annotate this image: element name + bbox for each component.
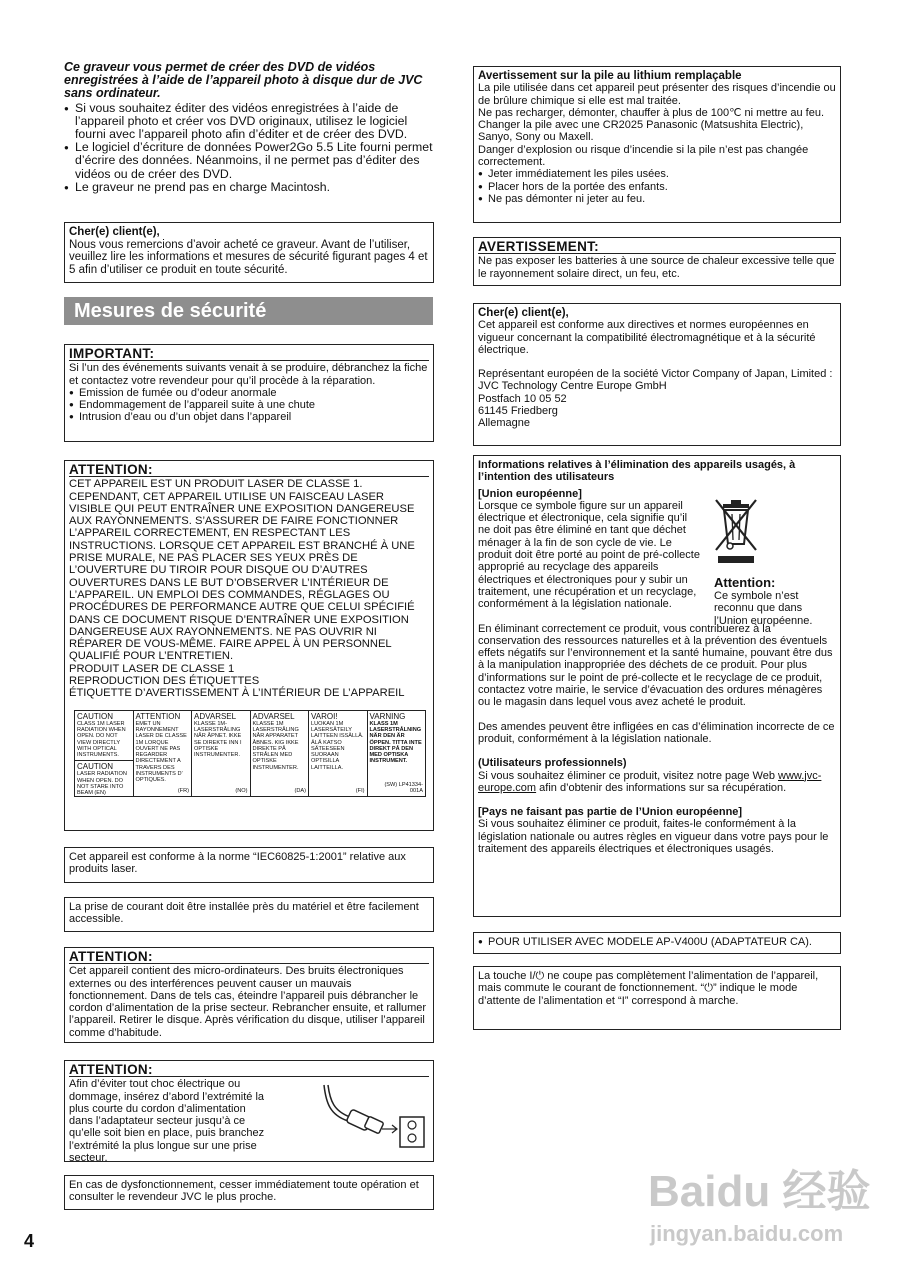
important-box	[64, 344, 434, 442]
battery-warning-box	[473, 66, 841, 223]
important-title: IMPORTANT:	[69, 348, 429, 361]
label-column-heading: CAUTION	[77, 711, 113, 721]
address-line: Allemagne	[478, 417, 530, 430]
eu-attention-title: Attention:	[714, 575, 776, 590]
label-column-heading: VARNING	[369, 711, 406, 721]
power-standby-symbol: I/⏻	[529, 970, 545, 982]
list-item: ● Le logiciel d’écriture de données Power2Go 5.5 Lite fourni permet d’écrire des données. Néanmoins, il ne permet pas d’éditer des vidéos ou de créer des DVD.	[64, 141, 434, 181]
label-column-text: LUOKAN 1M LASERSÄTEILY LAITTEEN ISSÄLLÄ. ÄLÄ KATSO SÄTEESEEN SUORAAN OPTISILLA LAITTEILLA.	[311, 720, 364, 771]
label-language-code: (FR)	[177, 788, 189, 795]
list-item: ● Si vous souhaitez éditer des vidéos enregistrées à l’aide de l’appareil photo et créer vos DVD originaux, utilisez le logiciel fourni avec l’appareil photo afin d’éditer et de créer des DVD.	[64, 102, 434, 142]
non-eu-heading: [Pays ne faisant pas partie de l’Union européenne]	[478, 806, 743, 819]
disposal-title: Informations relatives à l’élimination des appareils usagés, à l’intention des utilisateurs	[478, 459, 796, 484]
label-language-code: (DA)	[294, 788, 306, 795]
label-column-heading: VAROI!	[311, 711, 338, 721]
attention-laser-box	[64, 460, 434, 831]
battery-text: Changer la pile avec une CR2025 Panasonic (Matsushita Electric), Sanyo, Sony ou Maxell.	[478, 119, 804, 144]
list-item: ● Ne pas démonter ni jeter au feu.	[478, 193, 836, 205]
page-number: 4	[24, 1231, 35, 1251]
label-column	[309, 711, 368, 796]
label-column-heading: ATTENTION	[135, 711, 181, 721]
label-column-text: LASER RADIATION WHEN OPEN. DO NOT STARE INTO BEAM (EN)	[77, 771, 127, 797]
power-on-symbol: I	[621, 994, 625, 1007]
standby-text-part: ” indique le mode d’attente de l’alimentation et “	[478, 982, 798, 1007]
label-column	[192, 711, 251, 796]
adapter-bullet	[478, 936, 836, 948]
attention-micro-text: Cet appareil contient des micro-ordinateurs. Des bruits électroniques externes ou des interférences peuvent causer un mauvais fonctionnement. Dans de tels cas, éteindre l’appareil puis débrancher le cordon d’alimentation de la prise secteur. Rebrancher ensuite, et rallumer l’appareil. Retirer le disque. Après vérification du disque, utiliser l’appareil comme d’habitude.	[69, 965, 427, 1039]
disposal-paragraph: En éliminant correctement ce produit, vous contribuerez à la conservation des ressources naturelles et à la prévention des éventuels effets négatifs sur l’environnement et la santé humaine, pouvant être dus à la manipulation inappropriée des déchets de ce produit. Pour plus d’informations sur le point de pré-collecte et le recyclage de ce produit, contactez votre mairie, le service d’évacuation des ordures ménagères ou le magasin dans lequel vous avez acheté le produit.	[478, 622, 833, 709]
label-language-code: (SW) LP41334-001A	[384, 782, 423, 795]
warning-label-line: ÉTIQUETTE D’AVERTISSEMENT À L’INTÉRIEUR DE L’APPAREIL	[69, 687, 405, 700]
battery-text: Danger d’explosion ou risque d’incendie si la pile n’est pas changée correctement.	[478, 143, 809, 169]
pro-users-heading: (Utilisateurs professionnels)	[478, 757, 627, 770]
client-thanks-text: Nous vous remercions d’avoir acheté ce graveur. Avant de l’utiliser, veuillez lire les informations et mesures de sécurité figurant pages 4 et 5 afin d’utiliser ce produit en toute sécurité.	[69, 238, 428, 276]
label-column	[251, 711, 310, 796]
intro-section	[64, 61, 434, 194]
attention-laser-title: ATTENTION:	[69, 464, 429, 477]
client-eu-text: Cet appareil est conforme aux directives et normes européennes en vigueur concernant la compatibilité électromagnétique et à la sécurité électrique.	[478, 319, 816, 356]
attention-shock-text: Afin d’éviter tout choc électrique ou dommage, insérez d’abord l’extrémité la plus courte du cordon d’alimentation dans l’adaptateur secteur jusqu’à ce qu’elle soit bien en place, puis branchez l’extrémité la plus longue sur une prise secteur.	[69, 1078, 265, 1165]
battery-warning-title: Avertissement sur la pile au lithium remplaçable	[478, 70, 742, 82]
avertissement-text: Ne pas exposer les batteries à une source de chaleur excessive telle que le rayonnement solaire direct, un feu, etc.	[478, 255, 835, 280]
eu-text: Lorsque ce symbole figure sur un appareil électrique et électronique, cela signifie qu’il ne doit pas être éliminé en tant que déchet ménager à la fin de son cycle de vie. Le produit doit être porté au point de pré-collecte approprié au recyclage des appareils électriques et électroniques pour y subir un traitement, une récupération et un recyclage, conformément à la législation nationale.	[478, 499, 700, 611]
list-item: ● Placer hors de la portée des enfants.	[478, 181, 836, 193]
label-column-heading: CAUTION	[77, 762, 113, 772]
standby-text	[478, 970, 836, 1007]
attention-shock-title: ATTENTION:	[69, 1064, 429, 1077]
list-item: ● Intrusion d’eau ou d’un objet dans l’appareil	[69, 411, 429, 423]
avertissement-box	[473, 237, 841, 286]
avertissement-title: AVERTISSEMENT:	[478, 241, 836, 254]
watermark-url: jingyan.baidu.com	[650, 1221, 844, 1246]
jvc-europe-link[interactable]: www.jvc-europe.com	[478, 769, 822, 794]
battery-text: La pile utilisée dans cet appareil peut présenter des risques d’incendie ou de brûlure chimique si elle est mal traitée.	[478, 82, 836, 107]
pro-users-text-start: Si vous souhaitez éliminer ce produit, visitez notre page Web	[478, 769, 775, 782]
label-column-text: EMET UN RAYONNEMENT LASER DE CLASSE 1M LORQUE OUVERT NE PAS REGARDER DIRECTEMENT A TRAVERS DES INSTRUMENTS D’ OPTIQUES.	[135, 720, 187, 784]
client-eu-title: Cher(e) client(e),	[478, 307, 569, 319]
label-column-text: KLASS 1M LASERSTRÅLNING NÄR DEN ÄR ÖPPEN. TITTA INTE DIREKT PÅ DEN MED OPTISKA INSTRUMENT.	[369, 720, 422, 765]
label-column-text: CLASS 1M LASER RADIATION WHEN OPEN. DO NOT VIEW DIRECTLY WITH OPTICAL INSTRUMENTS.	[77, 720, 126, 759]
representative-text: Représentant européen de la société Victor Company of Japan, Limited :	[478, 368, 833, 381]
attention-laser-text: CET APPAREIL EST UN PRODUIT LASER DE CLASSE 1. CEPENDANT, CET APPAREIL UTILISE UN FAISCEAU LASER VISIBLE QUI PEUT ENTRAÎNER UNE EXPOSITION DANGEREUSE AUX RAYONNEMENTS. S’ASSURER DE FAIRE FONCTIONNER L’APPAREIL CORRECTEMENT, EN RESPECTANT LES INSTRUCTIONS. LORSQUE CET APPAREIL EST BRANCHÉ À UNE PRISE MURALE, NE PAS PLACER SES YEUX PRÈS DE L’OUVERTURE DU TIROIR POUR DISQUE OU D’AUTRES OUVERTURES DANS LE BUT D’OBSERVER L’INTÉRIEUR DE L’APPAREIL. UN EMPLOI DES COMMANDES, RÉGLAGES OU PROCÉDURES DE PERFORMANCE AUTRE QUE CELUI SPÉCIFIÉ DANS CE DOCUMENT RISQUE D’ENTRAÎNER UNE EXPOSITION DANGEREUSE AUX RAYONNEMENTS. NE PAS OUVRIR NI RÉPARER DE VOUS-MÊME. FAIRE APPEL À UN PERSONNEL QUALIFIÉ POUR L’ENTRETIEN.	[69, 478, 415, 663]
battery-bullets	[478, 168, 836, 205]
client-thanks-box	[64, 222, 434, 283]
label-language-code: (NO)	[235, 788, 248, 795]
crossed-bin-icon	[712, 494, 760, 564]
label-column-heading: ADVARSEL	[252, 711, 295, 721]
list-item: ● Emission de fumée ou d’odeur anormale	[69, 387, 429, 399]
client-eu-box	[473, 303, 841, 446]
non-eu-text: Si vous souhaitez éliminer ce produit, faites-le conformément à la législation nationale ou autres règles en vigueur dans votre pays pour le traitement des appareils électriques et électroniques usagés.	[478, 818, 829, 856]
address-line: JVC Technology Centre Europe GmbH	[478, 380, 667, 393]
intro-bullets	[64, 102, 434, 194]
label-column	[75, 711, 134, 796]
socket-box: La prise de courant doit être installée près du matériel et être facilement accessible.	[64, 897, 434, 932]
list-item: ● Jeter immédiatement les piles usées.	[478, 168, 836, 180]
list-item: ● POUR UTILISER AVEC MODELE AP-V400U (ADAPTATEUR CA).	[478, 936, 836, 948]
battery-text: Ne pas recharger, démonter, chauffer à plus de 100℃ ni mettre au feu.	[478, 106, 825, 119]
intro-heading: Ce graveur vous permet de créer des DVD de vidéos enregistrées à l’aide de l’appareil photo à disque dur de JVC sans ordinateur.	[64, 60, 423, 101]
label-language-code: (FI)	[355, 788, 365, 795]
label-column-heading: ADVARSEL	[194, 711, 237, 721]
important-bullets	[69, 387, 429, 424]
standby-box	[473, 966, 841, 1030]
pro-users-text	[478, 770, 836, 795]
label-column	[134, 711, 193, 796]
client-thanks-title: Cher(e) client(e),	[69, 226, 160, 238]
section-title: Mesures de sécurité	[64, 297, 433, 325]
standby-symbol: ⏻	[704, 982, 713, 995]
standby-text-part: La touche	[478, 970, 527, 982]
norm-box: Cet appareil est conforme à la norme “IEC60825-1:2001” relative aux produits laser.	[64, 847, 434, 883]
label-column	[368, 711, 426, 796]
standby-text-part: ” correspond à marche.	[624, 994, 739, 1007]
label-subsection	[75, 760, 133, 796]
warning-label-reproduction	[74, 710, 426, 797]
power-cord-illustration	[320, 1083, 430, 1153]
watermark-brand: Baidu 经验	[648, 1167, 871, 1216]
eu-heading: [Union européenne]	[478, 487, 582, 500]
eu-attention-note	[714, 576, 832, 627]
disposal-box	[473, 455, 841, 917]
label-column-text: KLASSE 1M LASERSTRÅLING NÅR APPARATET ÅBNES. KIG IKKE DIREKTE PÅ STRÅLEN MED OPTISKE INSTRUMENTER.	[252, 720, 299, 771]
standby-text-part: ne coupe pas complètement l’alimentation de l’appareil, mais commute le courant de fonctionnement. “	[478, 970, 819, 995]
malfunction-box: En cas de dysfonctionnement, cesser immédiatement toute opération et consulter le revendeur JVC le plus proche.	[64, 1175, 434, 1210]
disposal-paragraph: Des amendes peuvent être infligées en cas d’élimination incorrecte de ce produit, conformément à la législation nationale.	[478, 720, 835, 745]
laser-class-line: PRODUIT LASER DE CLASSE 1	[69, 662, 235, 675]
address-line: Postfach 10 05 52	[478, 392, 567, 405]
important-text: Si l’un des événements suivants venait à se produire, débranchez la fiche et contactez votre revendeur pour qu’il procède à la réparation.	[69, 362, 428, 387]
eu-attention-text: Ce symbole n’est reconnu que dans l’Union européenne.	[714, 590, 813, 627]
label-column-text: KLASSE 1M-LASERSTRÅLING NÅR ÅPNET. IKKE SE DIREKTE INN I OPTISKE INSTRUMENTER.	[194, 720, 242, 759]
list-item: ● Endommagement de l’appareil suite à une chute	[69, 399, 429, 411]
address-line: 61145 Friedberg	[478, 405, 558, 418]
list-item: ● Le graveur ne prend pas en charge Macintosh.	[64, 181, 434, 194]
attention-micro-title: ATTENTION:	[69, 951, 429, 964]
adapter-box	[473, 932, 841, 954]
label-reproduction-line: REPRODUCTION DES ÉTIQUETTES	[69, 675, 260, 688]
pro-users-text-end: afin d’obtenir des informations sur sa récupération.	[539, 781, 787, 794]
attention-shock-box	[64, 1060, 434, 1165]
attention-micro-box	[64, 947, 434, 1043]
